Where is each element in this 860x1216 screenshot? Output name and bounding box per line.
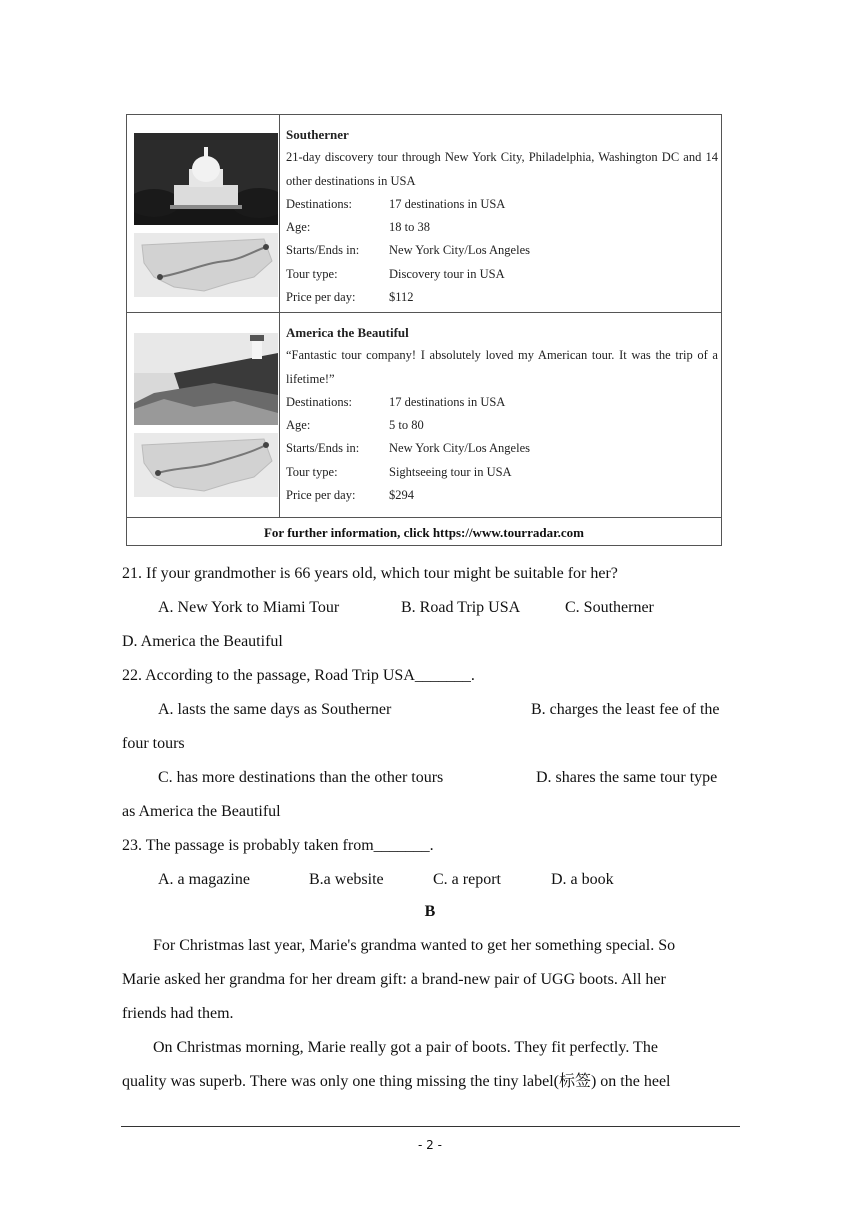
tour-name: Southerner [286, 127, 349, 142]
option-22-b-cont: four tours [122, 735, 185, 752]
option-23-c: C. a report [433, 871, 501, 888]
footer-divider [121, 1126, 740, 1127]
tour-image-column [127, 115, 280, 312]
option-22-c: C. has more destinations than the other tours [158, 769, 444, 786]
option-22-b: B. charges the least fee of the [531, 701, 720, 718]
paragraph-line: For Christmas last year, Marie's grandma wanted to get her something special. So [153, 937, 676, 954]
paragraph-line: On Christmas morning, Marie really got a pair of boots. They fit perfectly. The [153, 1039, 658, 1056]
option-22-d: D. shares the same tour type [536, 769, 718, 786]
tour-description: “Fantastic tour company! I absolutely loved my American tour. It was the trip of a lifetime!” [286, 348, 718, 386]
route-map-southerner [134, 233, 278, 297]
field-price: Price per day: $294 [286, 488, 414, 503]
option-22-d-cont: as America the Beautiful [122, 803, 281, 820]
option-21-a: A. New York to Miami Tour [158, 599, 340, 616]
question-22: 22. According to the passage, Road Trip USA_______. [122, 667, 475, 684]
tour-row-southerner [127, 115, 721, 313]
tour-details-southerner [286, 123, 718, 309]
route-map-america-the-beautiful [134, 433, 278, 497]
option-21-b: B. Road Trip USA [401, 599, 521, 616]
capitol-photo [134, 133, 278, 225]
field-age: Age: 18 to 38 [286, 220, 430, 235]
tour-details-america-the-beautiful [286, 321, 718, 507]
field-destinations: Destinations: 17 destinations in USA [286, 196, 506, 211]
field-destinations: Destinations: 17 destinations in USA [286, 394, 506, 409]
tour-description: 21-day discovery tour through New York City, Philadelphia, Washington DC and 14 other destinations in USA [286, 150, 718, 188]
option-21-c: C. Southerner [565, 599, 654, 616]
option-22-a: A. lasts the same days as Southerner [158, 701, 392, 718]
field-starts-ends: Starts/Ends in: New York City/Los Angeles [286, 441, 530, 456]
paragraph-line: friends had them. [122, 1005, 234, 1022]
field-tour-type: Tour type: Sightseeing tour in USA [286, 464, 512, 479]
option-23-d: D. a book [551, 871, 614, 888]
option-23-b: B.a website [309, 871, 384, 888]
tour-image-column [127, 313, 280, 517]
more-info-link-text[interactable]: For further information, click https://www.tourradar.com [263, 525, 585, 540]
page-number: - 2 - [418, 1138, 442, 1152]
lighthouse-photo [134, 333, 278, 425]
paragraph-line: quality was superb. There was only one thing missing the tiny label(标签) on the heel [122, 1073, 671, 1090]
question-23: 23. The passage is probably taken from_______. [122, 837, 434, 854]
paragraph-line: Marie asked her grandma for her dream gift: a brand-new pair of UGG boots. All her [122, 971, 666, 988]
question-21: 21. If your grandmother is 66 years old, which tour might be suitable for her? [122, 565, 618, 582]
section-heading-b: B [424, 903, 436, 920]
tour-row-america-the-beautiful [127, 313, 721, 518]
option-21-d: D. America the Beautiful [122, 633, 283, 650]
tour-name: America the Beautiful [286, 325, 409, 340]
field-age: Age: 5 to 80 [286, 418, 424, 433]
tour-table [126, 114, 722, 546]
option-23-a: A. a magazine [158, 871, 250, 888]
field-starts-ends: Starts/Ends in: New York City/Los Angeles [286, 243, 530, 258]
field-tour-type: Tour type: Discovery tour in USA [286, 266, 505, 281]
field-price: Price per day: $112 [286, 290, 414, 305]
